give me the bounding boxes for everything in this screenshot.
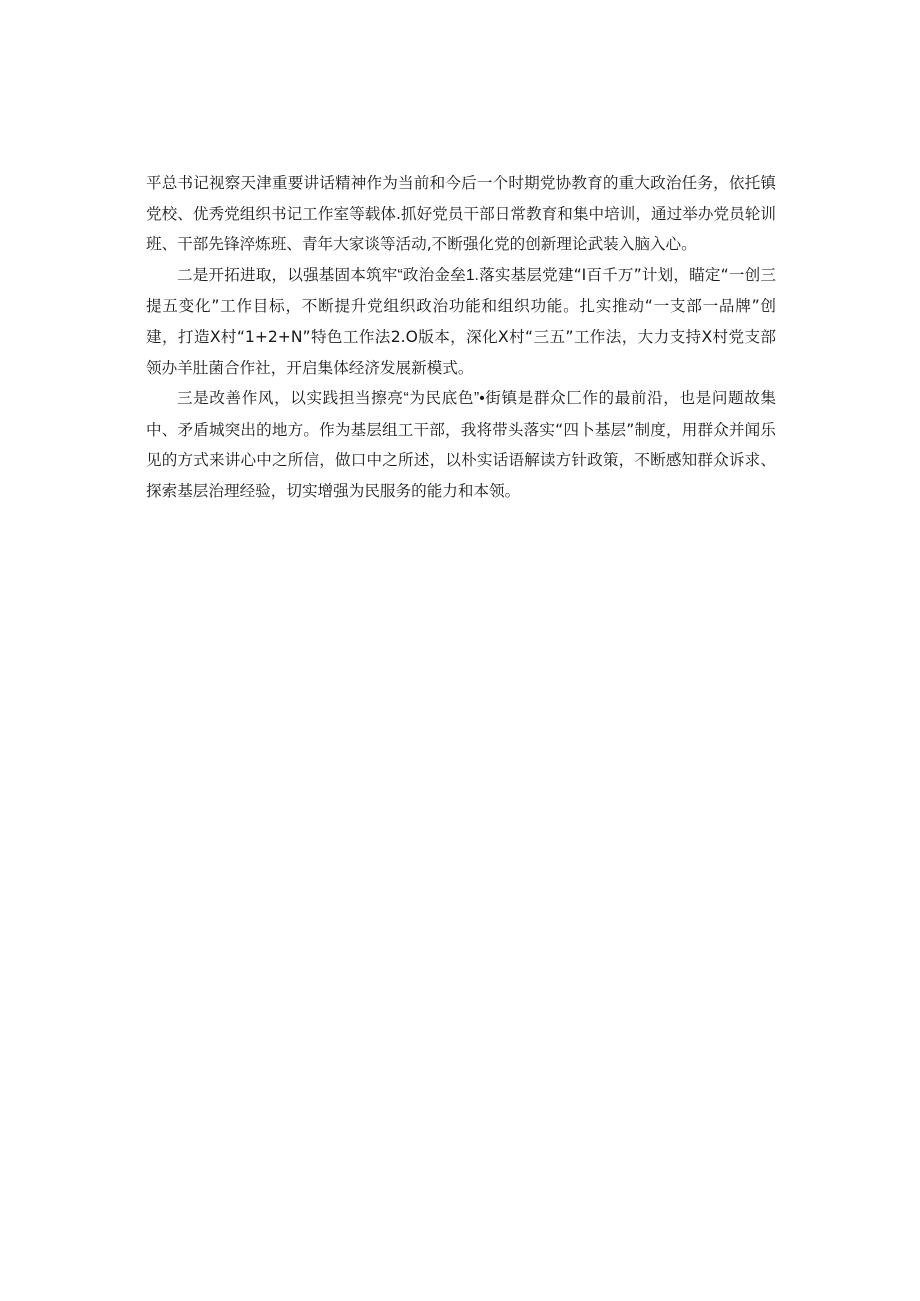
paragraph-point-three: [146, 383, 776, 506]
paragraph-text: 落实基层党建“I百千万”计划，瞄定“一创三提五变化”工作目标，不断提升党组织政治功能和组织功能。扎实推动“一支部一品牌”创建，打造X村“1+2+N”特色工作法2.O版本，深化X村“三五”工作法，大力支持X村党支部领办羊肚菌合作社，开启集体经济发展新模式。: [146, 265, 777, 377]
body-text: [146, 168, 776, 507]
paragraph-point-two: [146, 260, 776, 383]
paragraph-lead: 二是开拓进取，以强基固本筑牢“政治金垒1.: [177, 266, 479, 284]
paragraph-text: 平总书记视察天津重要讲话精神作为当前和今后一个时期党协教育的重大政治任务，依托镇党校、优秀党组织书记工作室等载体.抓好党员干部日常教育和集中培训，通过举办党员轮训班、干部先锋淬炼班、青年大家谈等活动,不断强化党的创新理论武装入脑入心。: [146, 174, 776, 254]
paragraph-continuation: [146, 168, 776, 260]
paragraph-lead: 三是改善作风，以实践担当擦亮“为民底色”•: [177, 390, 485, 408]
paragraph-text: 街镇是群众匚作的最前沿，也是问题故集中、矛盾城突出的地方。作为基层组工干部，我将带头落实“四卜基层”制度，用群众并闻乐见的方式来讲心中之所信，做口中之所述，以朴实话语解读方针政策，不断感知群众诉求、探索基层治理经验，切实增强为民服务的能力和本领。: [146, 389, 776, 500]
